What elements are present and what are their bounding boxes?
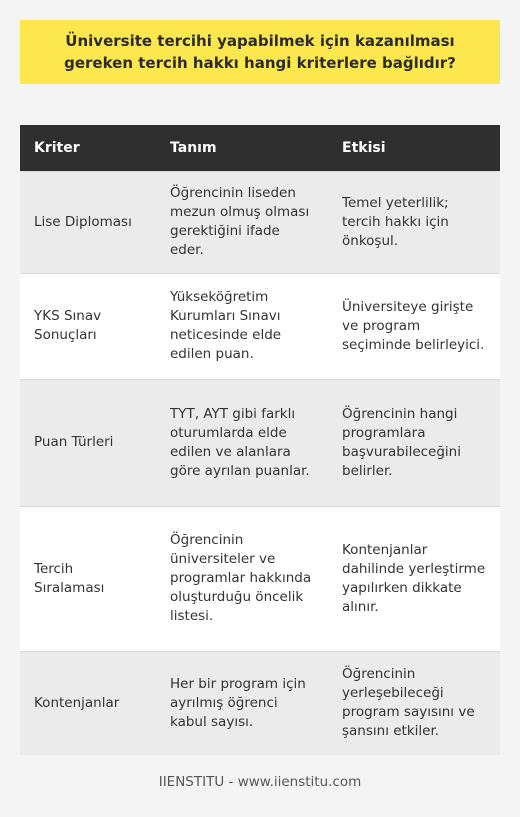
- table-row: [20, 506, 500, 651]
- cell-kriter: YKS Sınav Sonuçları: [20, 273, 156, 379]
- criteria-table: [20, 125, 500, 755]
- cell-tanim: TYT, AYT gibi farklı oturumlarda elde edilen ve alanlara göre ayrılan puanlar.: [156, 379, 328, 506]
- cell-etkisi: Öğrencinin hangi programlara başvurabileceğini belirler.: [328, 379, 500, 506]
- cell-kriter: Tercih Sıralaması: [20, 506, 156, 651]
- title-banner: [20, 20, 500, 84]
- cell-etkisi: Temel yeterlilik; tercih hakkı için önkoşul.: [328, 171, 500, 273]
- cell-etkisi: Üniversiteye girişte ve program seçiminde belirleyici.: [328, 273, 500, 379]
- cell-kriter: Kontenjanlar: [20, 651, 156, 755]
- header-etkisi: Etkisi: [328, 125, 500, 171]
- cell-etkisi: Kontenjanlar dahilinde yerleştirme yapılırken dikkate alınır.: [328, 506, 500, 651]
- page-title: Üniversite tercihi yapabilmek için kazanılması gereken tercih hakkı hangi kriterlere bağlıdır?: [64, 32, 456, 72]
- header-kriter: Kriter: [20, 125, 156, 171]
- cell-tanim: Öğrencinin liseden mezun olmuş olması gerektiğini ifade eder.: [156, 171, 328, 273]
- table-row: [20, 379, 500, 506]
- cell-kriter: Puan Türleri: [20, 379, 156, 506]
- table-header-row: [20, 125, 500, 171]
- cell-tanim: Yükseköğretim Kurumları Sınavı neticesinde elde edilen puan.: [156, 273, 328, 379]
- cell-kriter: Lise Diploması: [20, 171, 156, 273]
- cell-tanim: Öğrencinin üniversiteler ve programlar hakkında oluşturduğu öncelik listesi.: [156, 506, 328, 651]
- footer-credit: IIENSTITU - www.iienstitu.com: [158, 774, 362, 790]
- table-row: [20, 651, 500, 755]
- cell-tanim: Her bir program için ayrılmış öğrenci kabul sayısı.: [156, 651, 328, 755]
- header-tanim: Tanım: [156, 125, 328, 171]
- cell-etkisi: Öğrencinin yerleşebileceği program sayısını ve şansını etkiler.: [328, 651, 500, 755]
- table-row: [20, 273, 500, 379]
- table-row: [20, 171, 500, 273]
